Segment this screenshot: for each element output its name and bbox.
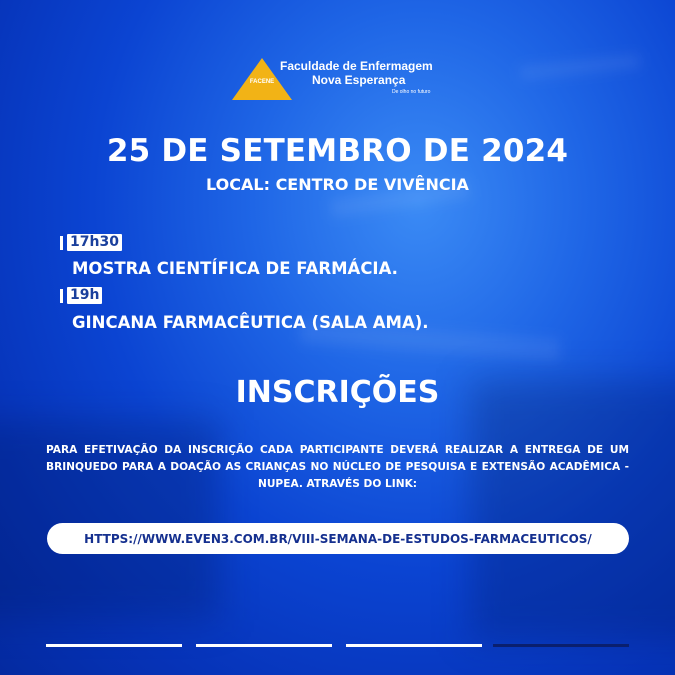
logo-badge-text: FACENE — [249, 79, 275, 85]
background-shadow — [470, 380, 675, 640]
progress-segment — [46, 644, 182, 647]
facene-logo — [232, 58, 452, 104]
event-date: 25 DE SETEMBRO DE 2024 — [106, 133, 569, 169]
background-streak — [520, 54, 641, 80]
registration-instructions: PARA EFETIVAÇÃO DA INSCRIÇÃO CADA PARTICIPANTE DEVERÁ REALIZAR A ENTREGA DE UM BRINQUEDO PARA A DOAÇÃO AS CRIANÇAS NO NÚCLEO DE PESQUISA E EXTENSÃO ACADÊMICA - NUPEA. ATRAVÉS DO LINK: — [46, 444, 629, 490]
progress-segment — [346, 644, 482, 647]
registration-link-button[interactable] — [47, 523, 629, 554]
progress-segment — [196, 644, 332, 647]
schedule-marker — [60, 236, 63, 250]
schedule-event: GINCANA FARMACÊUTICA (SALA AMA). — [72, 313, 429, 332]
schedule-marker — [60, 289, 63, 303]
event-location: LOCAL: CENTRO DE VIVÊNCIA — [206, 175, 469, 194]
schedule-event: MOSTRA CIENTÍFICA DE FARMÁCIA. — [72, 259, 398, 278]
registration-title: INSCRIÇÕES — [235, 375, 440, 410]
registration-link-text[interactable]: HTTPS://WWW.EVEN3.COM.BR/VIII-SEMANA-DE-ESTUDOS-FARMACEUTICOS/ — [84, 531, 592, 546]
logo-name-line1: Faculdade de Enfermagem — [280, 59, 433, 73]
progress-segment — [493, 644, 629, 647]
logo-name-line2: Nova Esperança — [312, 73, 406, 87]
schedule-time-badge: 19h — [67, 287, 102, 304]
logo-tagline: De olho no futuro — [392, 89, 431, 95]
schedule-time-badge: 17h30 — [67, 234, 122, 251]
